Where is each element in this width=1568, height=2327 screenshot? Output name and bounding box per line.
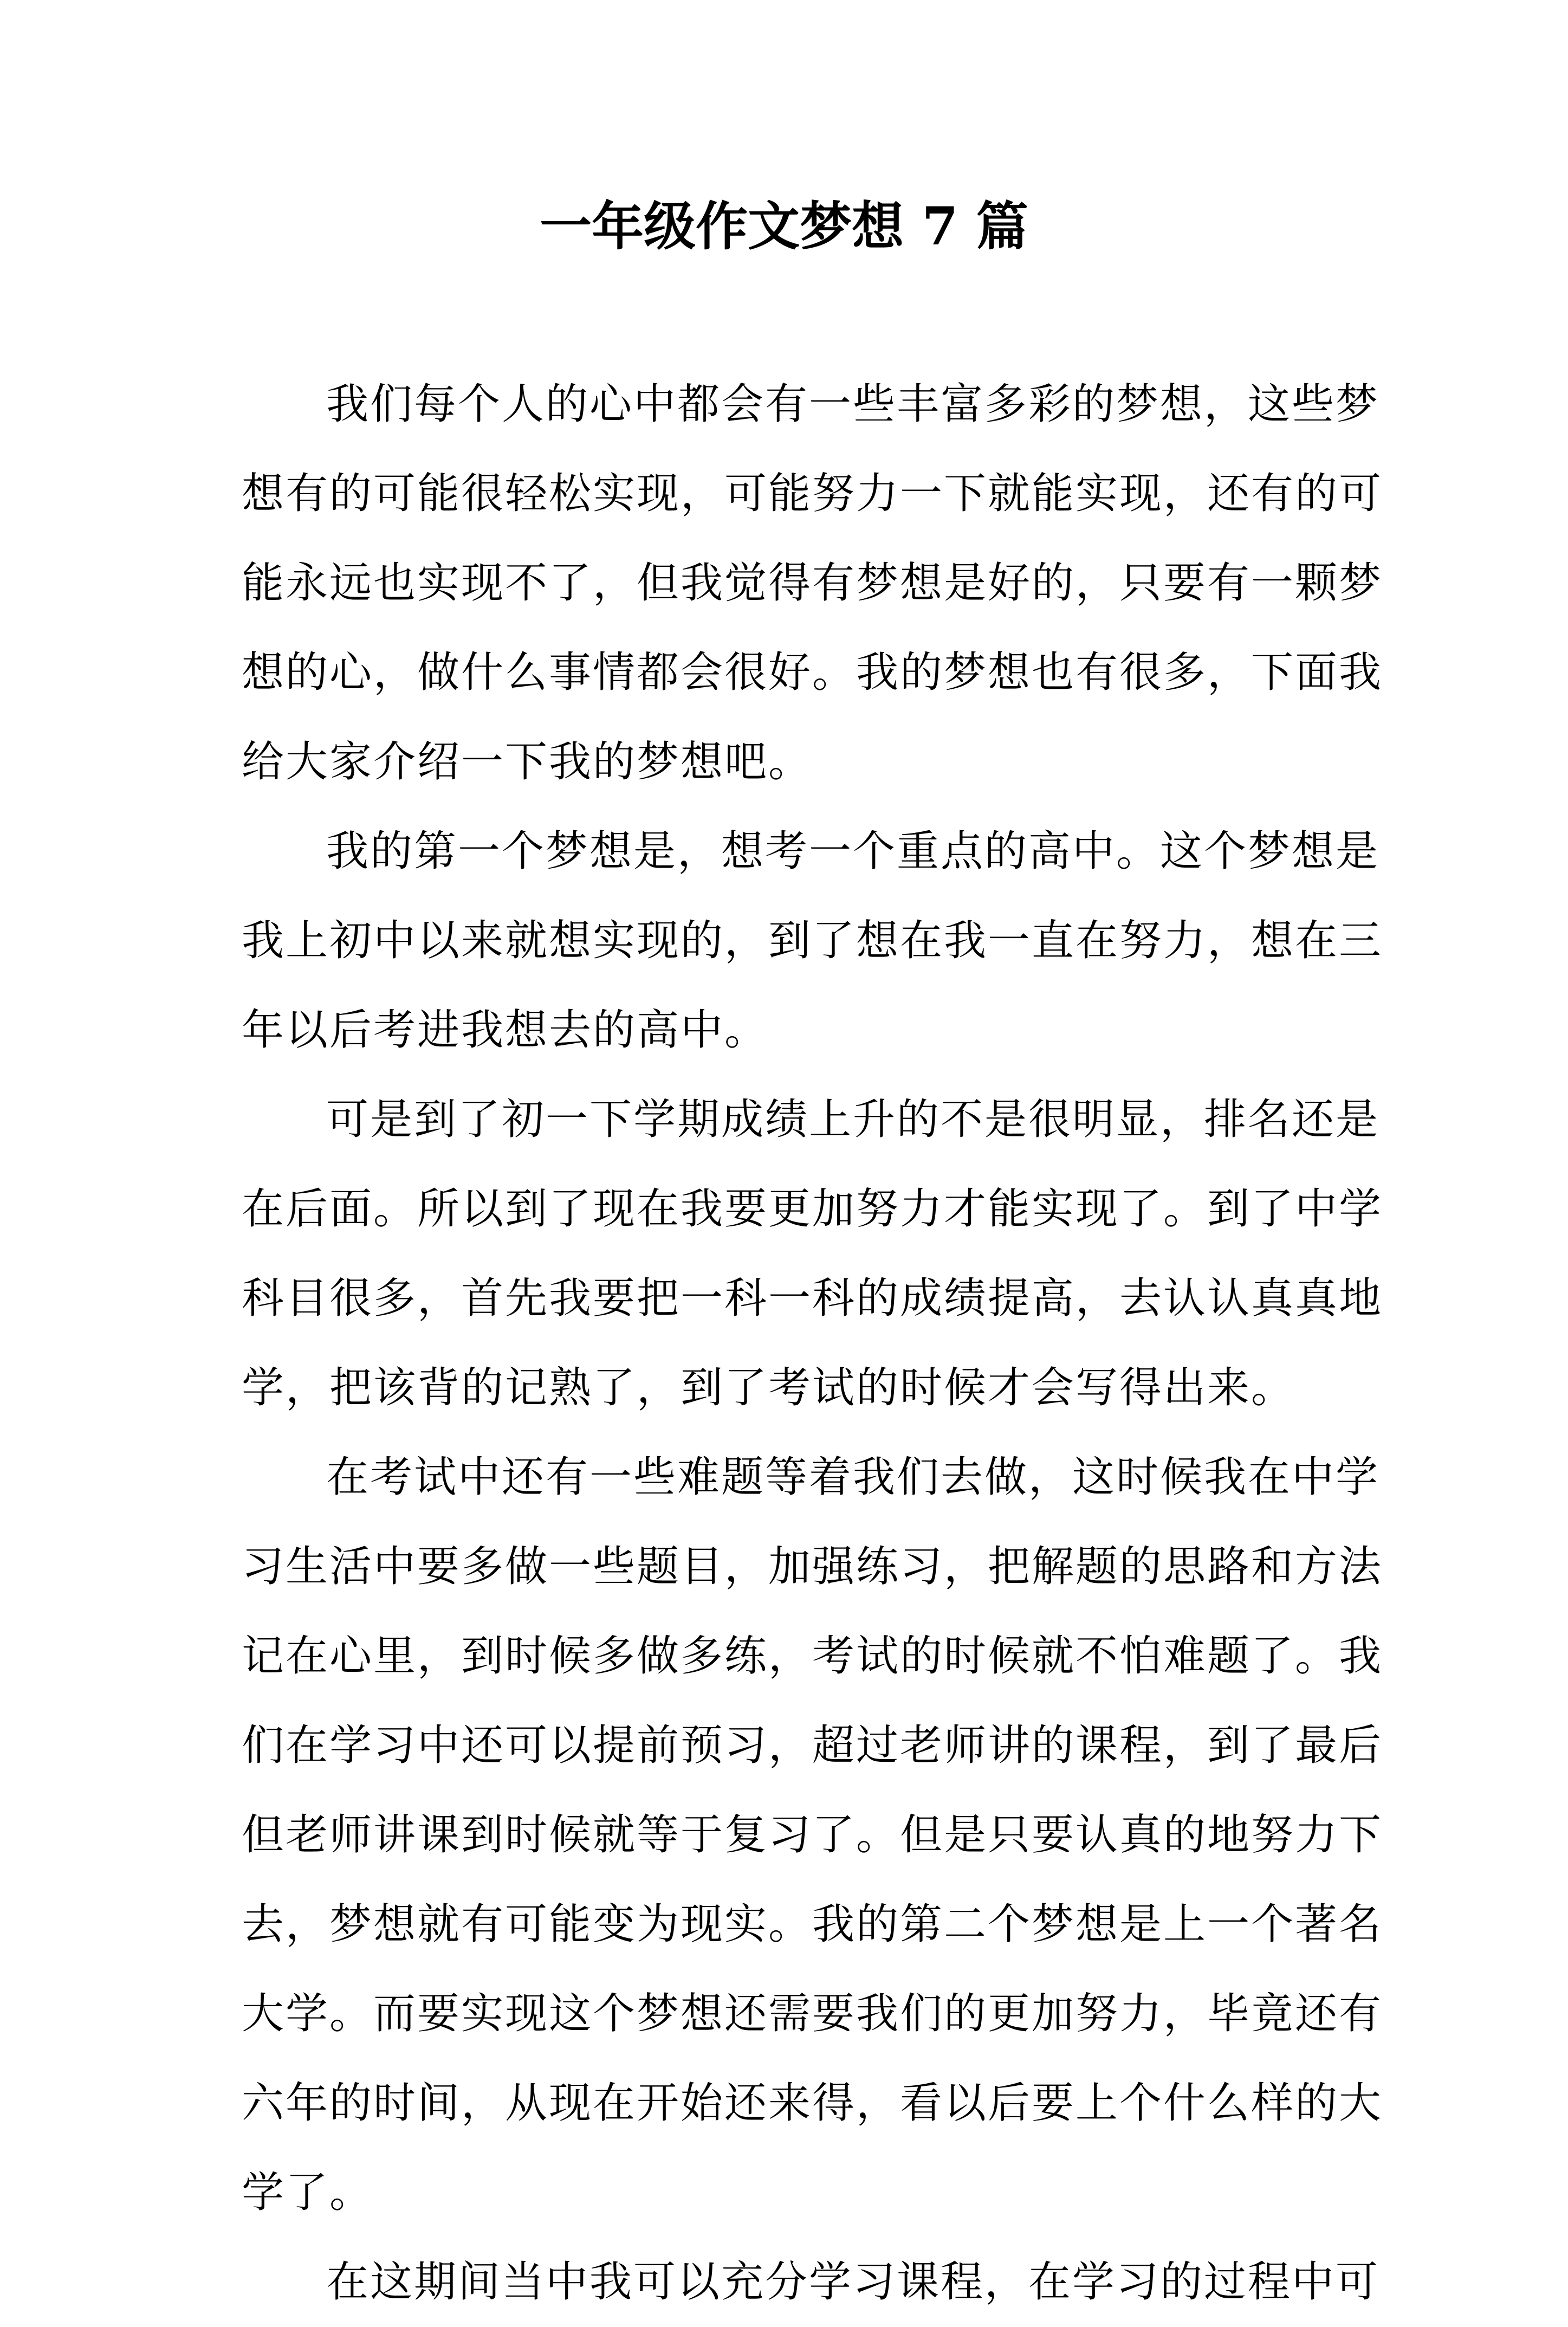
body-text-line: 大学。而要实现这个梦想还需要我们的更加努力，毕竟还有 xyxy=(242,1989,1383,2038)
body-text-line: 习生活中要多做一些题目，加强练习，把解题的思路和方法 xyxy=(242,1542,1383,1591)
body-text-line: 科目很多，首先我要把一科一科的成绩提高，去认认真真地 xyxy=(242,1274,1383,1323)
body-text-line: 在考试中还有一些难题等着我们去做，这时候我在中学 xyxy=(326,1453,1380,1502)
body-text-line: 想有的可能很轻松实现，可能努力一下就能实现，还有的可 xyxy=(242,469,1383,518)
document-body xyxy=(242,360,1383,2327)
body-text-line: 六年的时间，从现在开始还来得，看以后要上个什么样的大 xyxy=(242,2079,1383,2128)
body-text-line: 去，梦想就有可能变为现实。我的第二个梦想是上一个著名 xyxy=(242,1900,1383,1949)
body-text-line: 给大家介绍一下我的梦想吧。 xyxy=(242,738,813,786)
body-text-line: 记在心里，到时候多做多练，考试的时候就不怕难题了。我 xyxy=(242,1632,1383,1680)
body-text-line: 想的心，做什么事情都会很好。我的梦想也有很多，下面我 xyxy=(242,648,1383,697)
body-text-line: 我们每个人的心中都会有一些丰富多彩的梦想，这些梦 xyxy=(326,380,1380,429)
body-text-line: 我的第一个梦想是，想考一个重点的高中。这个梦想是 xyxy=(326,827,1380,876)
body-text-line: 在后面。所以到了现在我要更加努力才能实现了。到了中学 xyxy=(242,1185,1383,1233)
body-text-line: 们在学习中还可以提前预习，超过老师讲的课程，到了最后 xyxy=(242,1721,1383,1770)
body-text-line: 学了。 xyxy=(242,2168,374,2217)
body-text-line: 但老师讲课到时候就等于复习了。但是只要认真的地努力下 xyxy=(242,1811,1383,1859)
body-text-line: 可是到了初一下学期成绩上升的不是很明显，排名还是 xyxy=(326,1095,1380,1144)
body-text-line: 我上初中以来就想实现的，到了想在我一直在努力，想在三 xyxy=(242,916,1383,965)
document-title: 一年级作文梦想 7 篇 xyxy=(540,196,1028,257)
body-text-line: 学，把该背的记熟了，到了考试的时候才会写得出来。 xyxy=(242,1363,1295,1412)
body-text-line: 能永远也实现不了，但我觉得有梦想是好的，只要有一颗梦 xyxy=(242,559,1383,607)
body-text-line: 年以后考进我想去的高中。 xyxy=(242,1006,769,1055)
body-text-line: 在这期间当中我可以充分学习课程，在学习的过程中可 xyxy=(326,2258,1380,2306)
